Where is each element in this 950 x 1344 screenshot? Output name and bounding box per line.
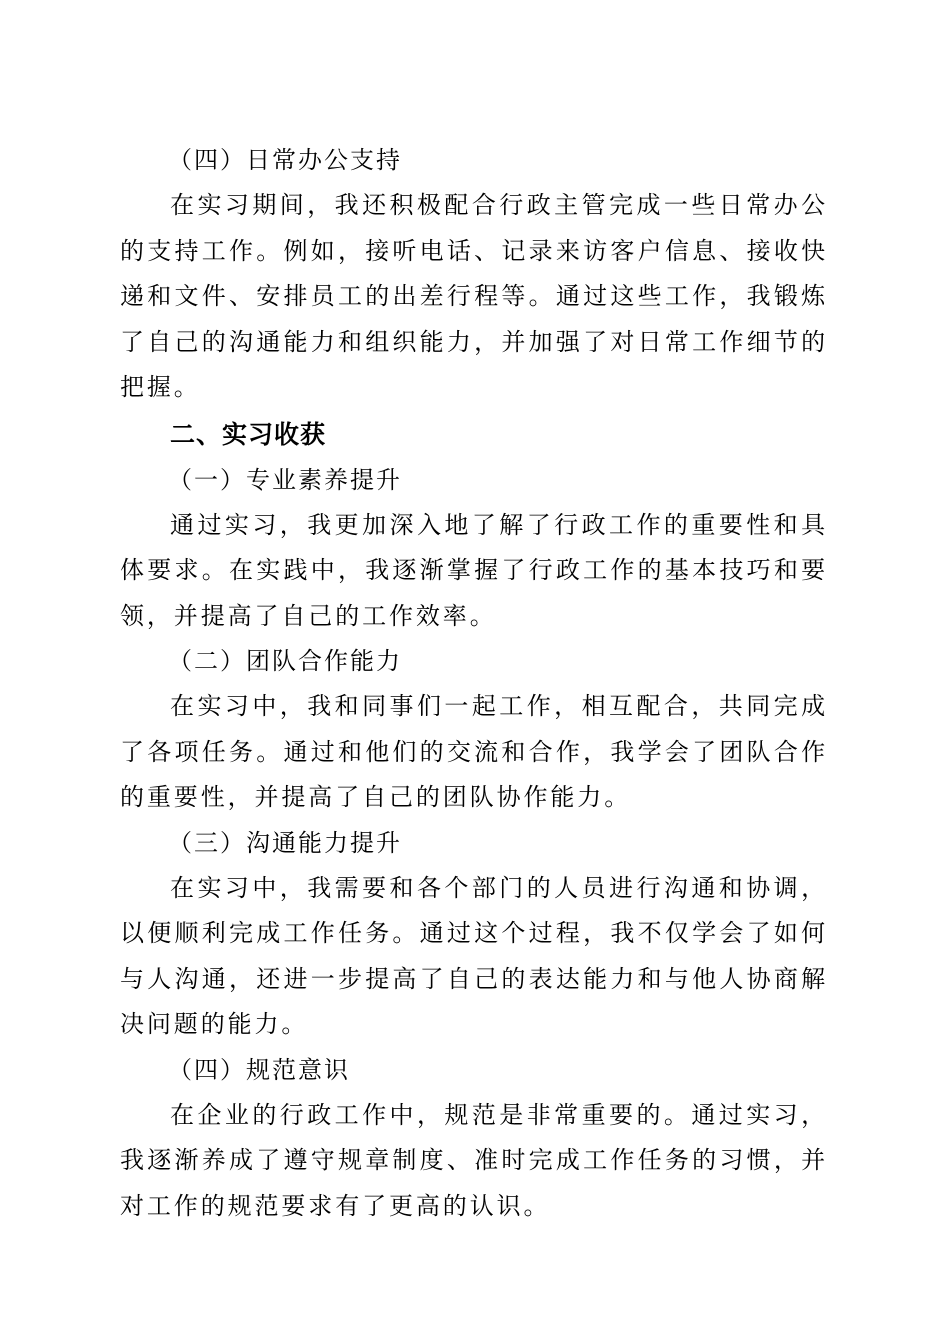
paragraph-communication: 在实习中，我需要和各个部门的人员进行沟通和协调，以便顺利完成工作任务。通过这个过程，我不仅学会了如何与人沟通，还进一步提高了自己的表达能力和与他人协商解决问题的能力。	[120, 873, 828, 1038]
section-heading-internship-gains: 二、实习收获	[170, 419, 327, 449]
subsection-heading-professional-quality: （一）专业素养提升	[168, 465, 402, 494]
subsection-heading-norms-awareness: （四）规范意识	[168, 1055, 350, 1084]
document-page	[120, 138, 828, 1229]
paragraph-norms-awareness: 在企业的行政工作中，规范是非常重要的。通过实习，我逐渐养成了遵守规章制度、准时完成工作任务的习惯，并对工作的规范要求有了更高的认识。	[120, 1100, 828, 1220]
subsection-heading-communication: （三）沟通能力提升	[168, 828, 402, 857]
paragraph-daily-office-support: 在实习期间，我还积极配合行政主管完成一些日常办公的支持工作。例如，接听电话、记录来访客户信息、接收快递和文件、安排员工的出差行程等。通过这些工作，我锻炼了自己的沟通能力和组织能力，并加强了对日常工作细节的把握。	[120, 191, 828, 401]
paragraph-teamwork: 在实习中，我和同事们一起工作，相互配合，共同完成了各项任务。通过和他们的交流和合作，我学会了团队合作的重要性，并提高了自己的团队协作能力。	[120, 692, 828, 811]
section-heading-daily-office-support: （四）日常办公支持	[168, 146, 402, 174]
subsection-heading-teamwork: （二）团队合作能力	[168, 647, 402, 675]
paragraph-professional-quality: 通过实习，我更加深入地了解了行政工作的重要性和具体要求。在实践中，我逐渐掌握了行政工作的基本技巧和要领，并提高了自己的工作效率。	[120, 510, 828, 630]
